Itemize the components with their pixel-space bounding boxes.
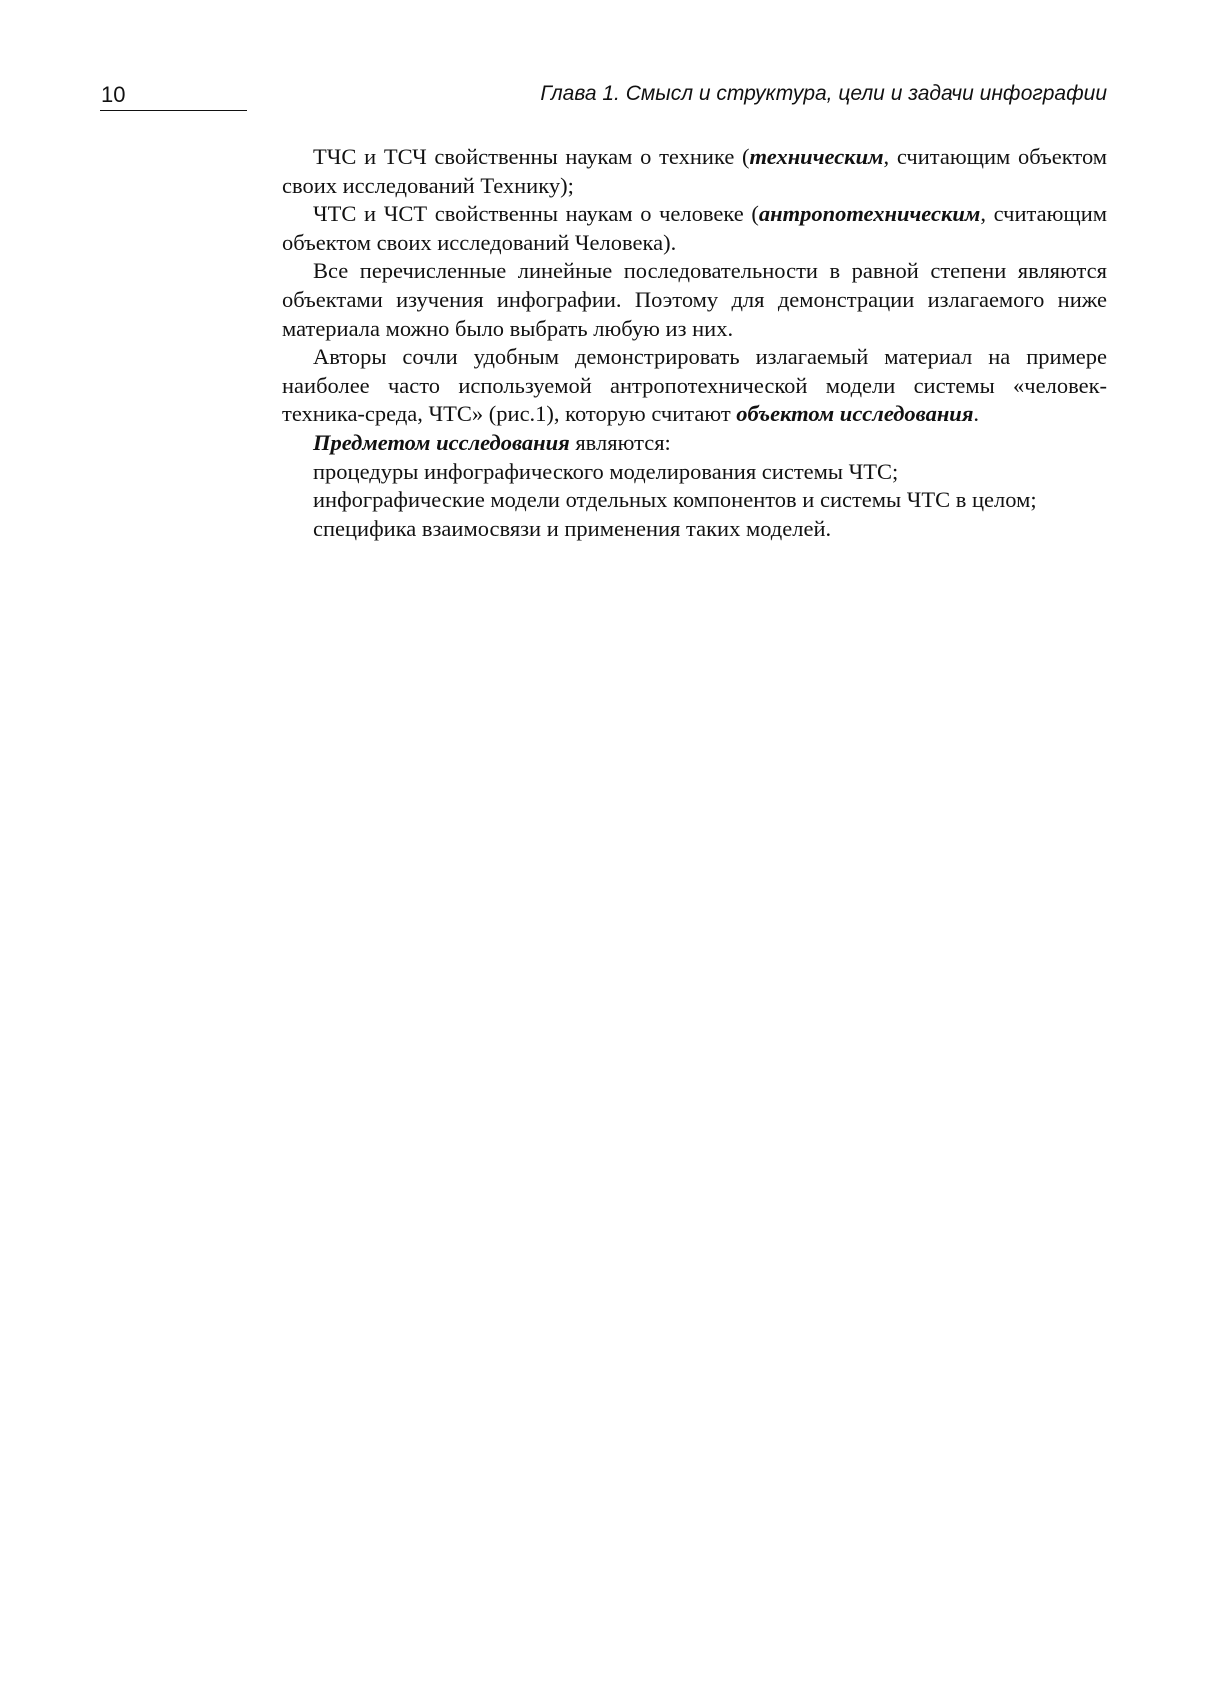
paragraph-text: ТЧС и ТСЧ свойственны наукам о технике ( — [313, 144, 750, 169]
emphasis-term: Предметом исследования — [313, 429, 570, 455]
paragraph-chts — [282, 200, 1107, 257]
body-text — [282, 143, 1107, 543]
paragraph-text: ЧТС и ЧСТ свойственны наукам о человеке ( — [313, 201, 759, 227]
paragraph-sequences: Все перечисленные линейные последовательности в равной степени являются объектами изучения инфографии. Поэтому для демонстрации излагаемого ниже материала можно было выбрать любую из них. — [282, 258, 1107, 341]
paragraph-text: , считающим объектом своих исследований Человека). — [282, 201, 1107, 255]
list-item: процедуры инфографического моделирования системы ЧТС; — [313, 458, 899, 484]
emphasis-term: объектом исследования — [736, 401, 974, 427]
emphasis-term: антропотехническим — [758, 201, 981, 227]
paragraph-tchs — [282, 143, 1107, 200]
page-number: 10 — [101, 82, 126, 107]
paragraph-text: Авторы сочли удобным демонстрировать излагаемый материал на примере наиболее часто используемой антропотехнической модели системы «человек-техника-среда, ЧТС» (рис.1), которую считают — [282, 344, 1107, 427]
paragraph-text: являются: — [569, 429, 671, 455]
page-number-rule — [100, 110, 247, 111]
list-item: специфика взаимосвязи и применения таких моделей. — [313, 515, 832, 541]
emphasis-term: техническим — [749, 144, 884, 169]
list-item: инфографические модели отдельных компонентов и системы ЧТС в целом; — [313, 487, 1037, 513]
paragraph-authors — [282, 343, 1107, 429]
paragraph-text: . — [973, 401, 980, 427]
running-head: Глава 1. Смысл и структура, цели и задачи инфографии — [540, 82, 1107, 105]
paragraph-subject — [282, 429, 1107, 458]
paragraph-text: , считающим объектом своих исследований Технику); — [282, 144, 1108, 198]
